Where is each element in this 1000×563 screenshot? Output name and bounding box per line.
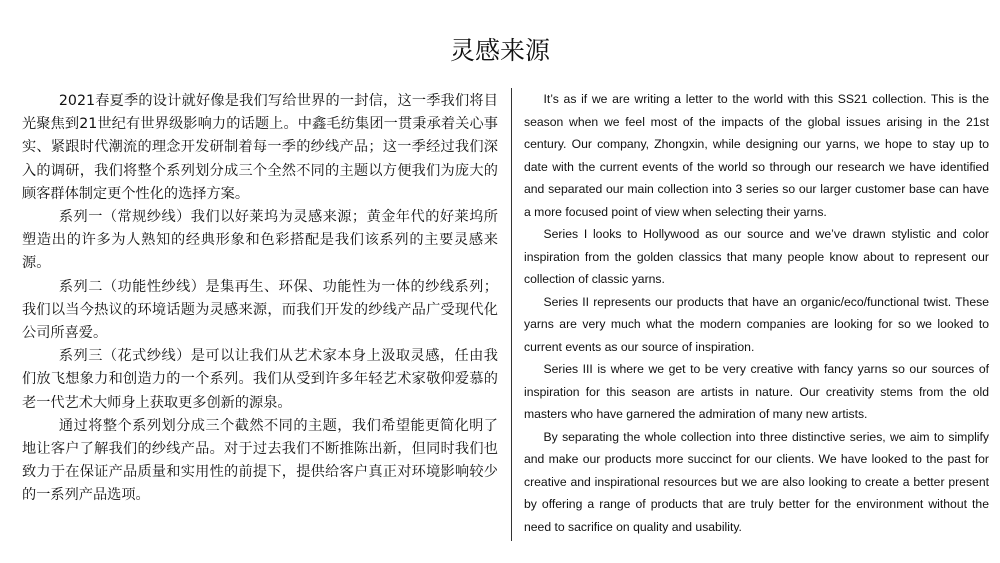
english-text-column xyxy=(524,88,989,538)
english-paragraph-series-2: Series II represents our products that have an organic/eco/functional twist. These yarns are very much what the modern companies are looking for so we looked to current events as our source of inspiration. xyxy=(524,294,989,354)
chinese-paragraph-series-1: 系列一（常规纱线）我们以好莱坞为灵感来源；黄金年代的好莱坞所塑造出的许多为人熟知的经典形象和色彩搭配是我们该系列的主要灵感来源。 xyxy=(22,209,498,272)
page-title: 灵感来源 xyxy=(449,36,550,65)
chinese-paragraph-series-3: 系列三（花式纱线）是可以让我们从艺术家本身上汲取灵感，任由我们放飞想象力和创造力的一个系列。我们从受到许多年轻艺术家敬仰爱慕的老一代艺术大师身上获取更多创新的源泉。 xyxy=(22,348,498,411)
chinese-text-column xyxy=(22,90,498,508)
english-paragraph-series-1: Series I looks to Hollywood as our source and we’ve drawn stylistic and color inspiration from the golden classics that many people know about to represent our collection of classic yarns. xyxy=(524,227,989,286)
english-paragraph-conclusion: By separating the whole collection into three distinctive series, we aim to simplify and make our products more succinct for our clients. We have looked to the past for creative and inspirational resources but we are also looking to create a better present by offering a range of products that are truly better for the environment without the need to sacrifice on quality and usability. xyxy=(524,429,989,534)
column-divider xyxy=(511,88,512,541)
english-paragraph-series-3: Series III is where we get to be very creative with fancy yarns so our sources of inspiration for this season are artists in nature. Our creativity stems from the old masters who have garnered the admiration of many new artists. xyxy=(524,362,989,421)
chinese-paragraph-conclusion: 通过将整个系列划分成三个截然不同的主题，我们希望能更简化明了地让客户了解我们的纱线产品。对于过去我们不断推陈出新，但同时我们也致力于在保证产品质量和实用性的前提下，提供给客户真正对环境影响较少的一系列产品选项。 xyxy=(22,417,498,504)
english-paragraph-intro: It’s as if we are writing a letter to the world with this SS21 collection. This is the season when we feel most of the impacts of the global issues arising in the 21st century. Our company, Zhongxin, while designing our yarns, we hope to stay up to date with the current events of the world so through our research we have identified and separated our main collection into 3 series so our larger customer base can have a more focused point of view when selecting their yarns. xyxy=(524,92,989,219)
chinese-paragraph-series-2: 系列二（功能性纱线）是集再生、环保、功能性为一体的纱线系列；我们以当今热议的环境话题为灵感来源，而我们开发的纱线产品广受现代化公司所喜爱。 xyxy=(22,278,498,342)
chinese-paragraph-intro: 2021春夏季的设计就好像是我们写给世界的一封信，这一季我们将目光聚焦到21世纪有世界级影响力的话题上。中鑫毛纺集团一贯秉承着关心事实、紧跟时代潮流的理念开发研制着每一季的纱线产品；这一季经过我们深入的调研，我们将整个系列划分成三个全然不同的主题以方便我们为庞大的顾客群体制定更个性化的选择方案。 xyxy=(22,93,498,202)
